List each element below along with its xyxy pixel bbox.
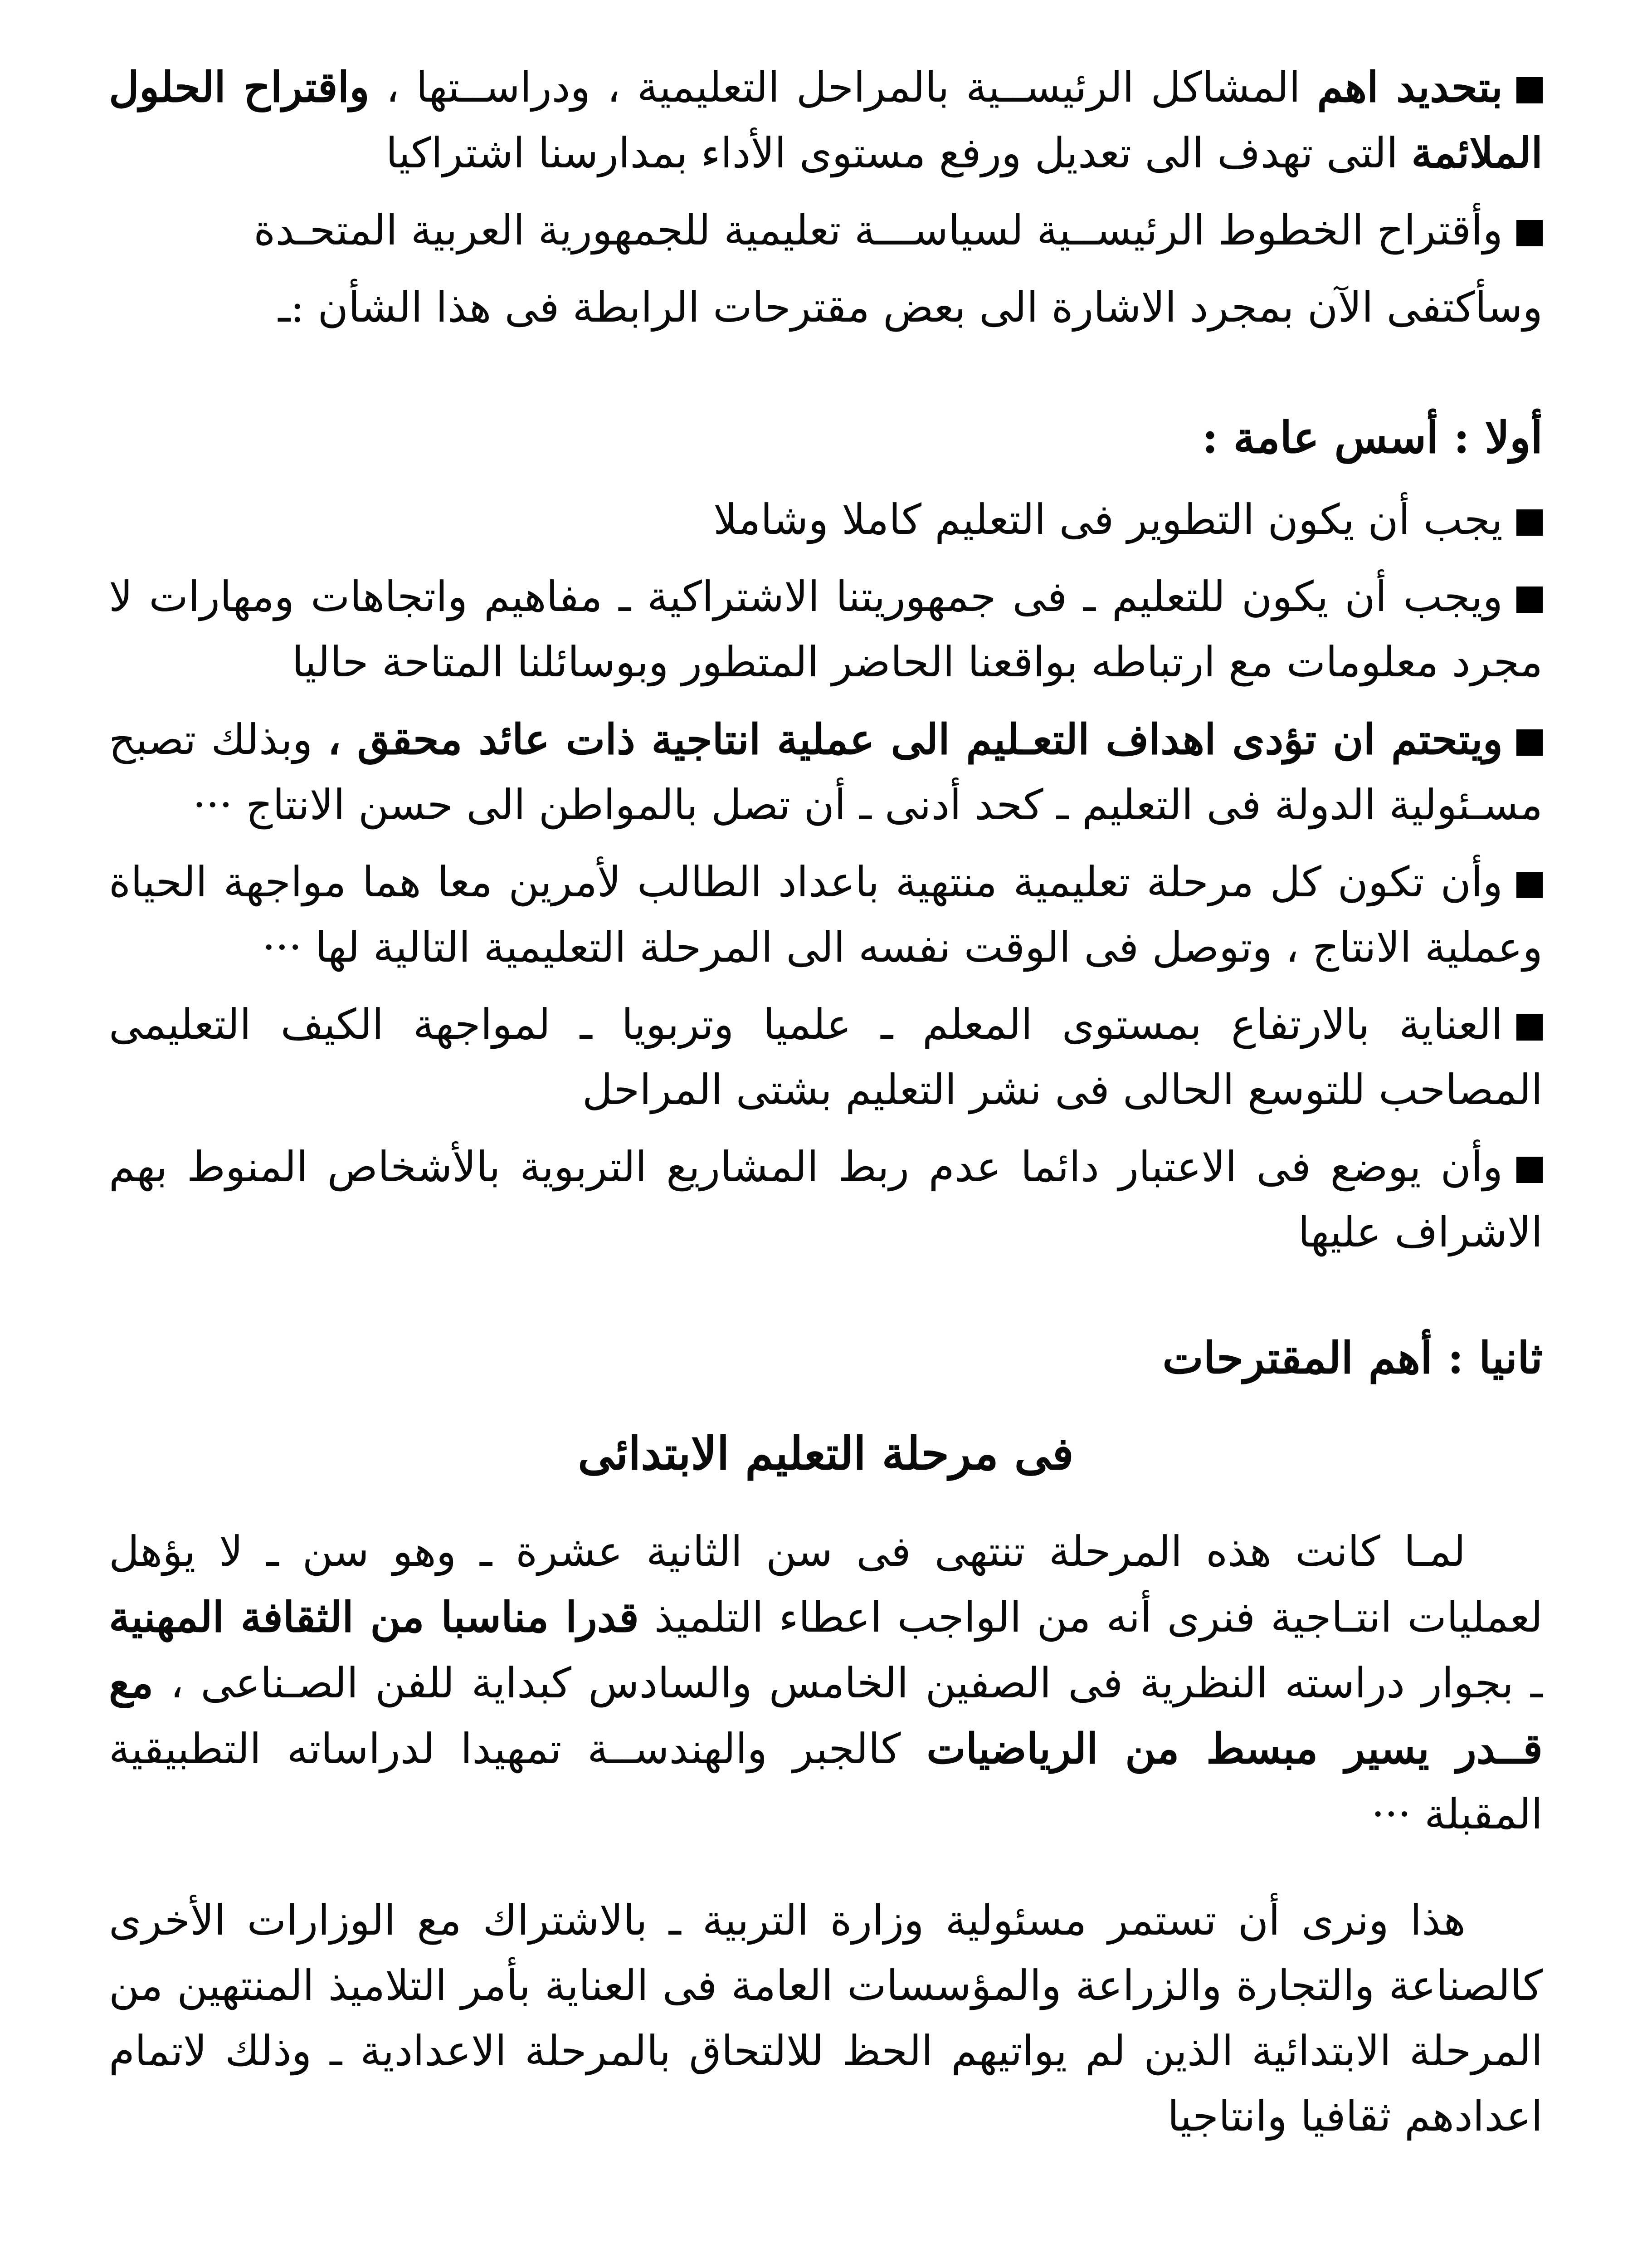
bold-phrase: ويتحتم ان تؤدى اهداف التعـليم الى عملية انتاجية ذات عائد محقق ،: [327, 715, 1503, 764]
subheading-primary-stage: فى مرحلة التعليم الابتدائى: [578, 1427, 1074, 1480]
document-page: [109, 54, 1543, 2268]
intro-bullet-1: [109, 54, 1543, 186]
primary-stage-paragraph-1: [109, 1519, 1543, 1847]
bold-phrase: مع قــدر يسير مبسط من الرياضيات: [109, 1658, 1543, 1773]
text-run: المشاكل الرئيســية بالمراحل التعليمية ، ودراســتها ،: [369, 63, 1317, 112]
foundation-item-6: [109, 1134, 1543, 1265]
bold-phrase: واقتراح الحلول الملائمة: [109, 63, 1543, 177]
primary-stage-paragraph-2: هذا ونرى أن تستمر مسئولية وزارة التربية ـ بالاشتراك مع الوزارات الأخرى كالصناعة والتجارة والزراعة والمؤسسات العامة فى العناية بأمر التلاميذ المنتهين من المرحلة الابتدائية الذين لم يواتيهم الحظ للالتحاق بالمرحلة الاعدادية ـ وذلك لاتمام اعدادهم ثقافيا وانتاجيا: [109, 1896, 1543, 2141]
bold-phrase: بتحديد اهم: [1317, 63, 1503, 112]
square-bullet-icon: [1516, 77, 1543, 103]
section-heading-main-proposals: ثانيا : أهم المقترحات: [1162, 1332, 1543, 1383]
foundation-item-1: [109, 487, 1543, 552]
square-bullet-icon: [1516, 1014, 1543, 1041]
text-run: ـ بجوار دراسته النظرية فى الصفين الخامس والسادس كبداية للفن الصـناعى ،: [153, 1659, 1543, 1707]
square-bullet-icon: [1516, 587, 1543, 613]
foundation-item-2: [109, 564, 1543, 695]
section-heading-general-foundations: أولا : أسس عامة :: [1202, 412, 1543, 463]
text-run: العناية بالارتفاع بمستوى المعلم ـ علميا وتربويا ـ لمواجهة الكيف التعليمى المصاحب للتوسع الحالى فى نشر التعليم بشتى المراحل: [109, 1000, 1543, 1114]
text-run: لمـا كانت هذه المرحلة تنتهى فى سن الثانية عشرة ـ وهو سن ـ لا يؤهل لعمليات انتـاجية فنرى أنه من الواجب اعطاء التلميذ: [109, 1527, 1543, 1642]
intro-bullet-2: [109, 198, 1543, 263]
text-run: وأقتراح الخطوط الرئيســية لسياســـة تعليمية للجمهورية العربية المتحـدة: [253, 206, 1503, 254]
text-run: ويجب أن يكون للتعليم ـ فى جمهوريتنا الاشتراكية ـ مفاهيم واتجاهات ومهارات لا مجرد معلومات مع ارتباطه بواقعنا الحاضر المتطور وبوسائلنا المتاحة حاليا: [109, 572, 1543, 686]
square-bullet-icon: [1516, 872, 1543, 898]
text-run: التى تهدف الى تعديل ورفع مستوى الأداء بمدارسنا اشتراكيا: [385, 129, 1412, 177]
square-bullet-icon: [1516, 509, 1543, 536]
bold-phrase: قدرا مناسبا من الثقافة المهنية: [109, 1593, 639, 1642]
foundation-item-4: [109, 850, 1543, 980]
text-run: وأن يوضع فى الاعتبار دائما عدم ربط المشاريع التربوية بالأشخاص المنوط بهم الاشراف عليها: [109, 1143, 1543, 1256]
square-bullet-icon: [1516, 220, 1543, 246]
intro-paragraph: وسأكتفى الآن بمجرد الاشارة الى بعض مقترحات الرابطة فى هذا الشأن :ـ: [278, 283, 1543, 332]
text-run: كالجبر والهندســة تمهيدا لدراساته التطبيقية المقبلة ···: [109, 1725, 1543, 1838]
text-run: وأن تكون كل مرحلة تعليمية منتهية باعداد الطالب لأمرين معا هما مواجهة الحياة وعملية الانتاج ، وتوصل فى الوقت نفسه الى المرحلة التعليمية التالية لها ···: [109, 858, 1543, 972]
square-bullet-icon: [1516, 729, 1543, 756]
foundation-item-3: [109, 707, 1543, 838]
square-bullet-icon: [1516, 1157, 1543, 1183]
foundation-item-5: [109, 992, 1543, 1123]
text-run: وبذلك تصبح مسـئولية الدولة فى التعليم ـ كحد أدنى ـ أن تصل بالمواطن الى حسن الانتاج ···: [109, 715, 1543, 829]
text-run: يجب أن يكون التطوير فى التعليم كاملا وشاملا: [713, 495, 1503, 544]
